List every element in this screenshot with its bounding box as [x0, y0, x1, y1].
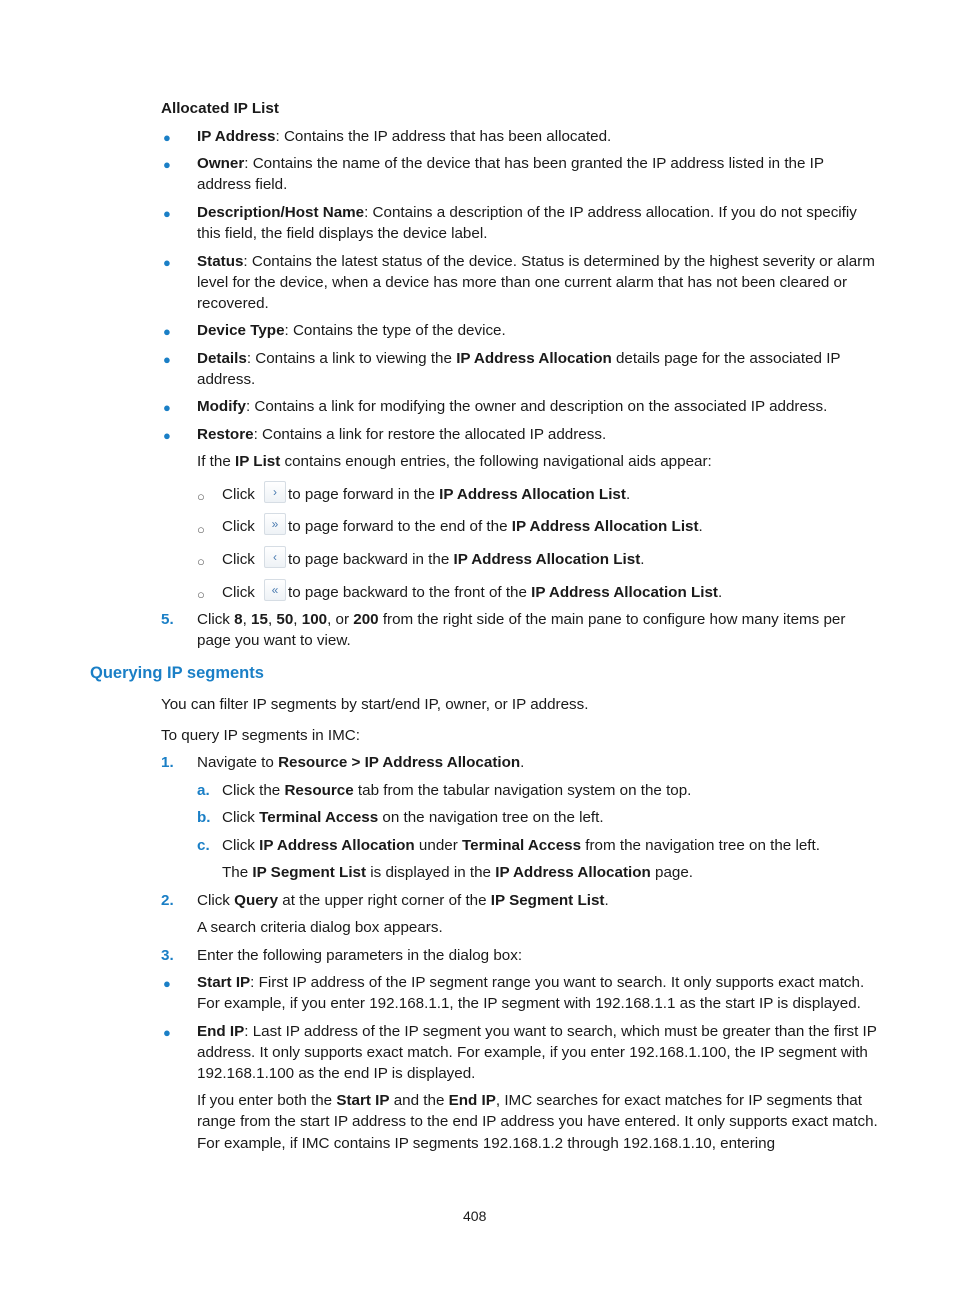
bullet-icon: ● — [163, 1025, 171, 1040]
bullet-icon: ● — [163, 400, 171, 415]
nav-click-label: Click — [222, 486, 255, 503]
substep-letter: b. — [197, 809, 211, 826]
bullet-icon: ● — [163, 352, 171, 367]
circle-bullet-icon: ○ — [197, 522, 205, 537]
nav-click-label: Click — [222, 551, 255, 568]
page-number: 408 — [463, 1208, 487, 1224]
list-item: Modify: Contains a link for modifying the owner and description on the associated IP address. — [197, 398, 828, 415]
step-text-continued: page you want to view. — [197, 632, 351, 649]
list-item: Device Type: Contains the type of the device. — [197, 322, 506, 339]
both-note-continued: range from the start IP address to the end IP address you have entered. It only supports exact match. — [197, 1113, 878, 1130]
step-text: Click 8, 15, 50, 100, or 200 from the right side of the main pane to configure how many items per — [197, 611, 846, 628]
bullet-icon: ● — [163, 255, 171, 270]
list-item-continued: level for the device, when a device has more than one current alarm that has not been cleared or — [197, 274, 848, 291]
step-number: 1. — [161, 754, 174, 771]
nav-description: to page backward to the front of the IP Address Allocation List. — [288, 584, 723, 601]
list-item: IP Address: Contains the IP address that has been allocated. — [197, 128, 612, 145]
circle-bullet-icon: ○ — [197, 554, 205, 569]
page-backward-icon[interactable]: ‹ — [264, 546, 286, 568]
param-item-continued: address. It only supports exact match. For example, if you enter 192.168.1.100, the IP segment with — [197, 1044, 868, 1061]
page-last-icon[interactable]: » — [264, 513, 286, 535]
step-text: Enter the following parameters in the dialog box: — [197, 947, 523, 964]
step-text: Click Query at the upper right corner of the IP Segment List. — [197, 892, 609, 909]
circle-bullet-icon: ○ — [197, 587, 205, 602]
nav-description: to page forward to the end of the IP Address Allocation List. — [288, 518, 703, 535]
step-number: 5. — [161, 611, 174, 628]
param-item-continued: For example, if you enter 192.168.1.1, the IP segment with 192.168.1.1 as the start IP is displayed. — [197, 995, 861, 1012]
allocated-ip-list-heading: Allocated IP List — [161, 100, 279, 117]
step-number: 3. — [161, 947, 174, 964]
step-number: 2. — [161, 892, 174, 909]
bullet-icon: ● — [163, 130, 171, 145]
list-item-continued: recovered. — [197, 295, 269, 312]
list-item: Owner: Contains the name of the device that has been granted the IP address listed in the IP — [197, 155, 825, 172]
list-item-continued: this field, the field displays the device label. — [197, 225, 488, 242]
section-title: Querying IP segments — [90, 664, 264, 682]
both-note: If you enter both the Start IP and the End IP, IMC searches for exact matches for IP segments that — [197, 1092, 862, 1109]
substep-text: Click Terminal Access on the navigation tree on the left. — [222, 809, 604, 826]
substep-text: Click IP Address Allocation under Terminal Access from the navigation tree on the left. — [222, 837, 820, 854]
list-item: Status: Contains the latest status of the device. Status is determined by the highest severity or alarm — [197, 253, 875, 270]
bullet-icon: ● — [163, 428, 171, 443]
param-item: End IP: Last IP address of the IP segment you want to search, which must be greater than the first IP — [197, 1023, 877, 1040]
list-item-continued: address. — [197, 371, 256, 388]
substep-letter: c. — [197, 837, 210, 854]
nav-click-label: Click — [222, 584, 255, 601]
section-intro: You can filter IP segments by start/end IP, owner, or IP address. — [161, 696, 589, 713]
bullet-icon: ● — [163, 324, 171, 339]
bullet-icon: ● — [163, 206, 171, 221]
nav-description: to page backward in the IP Address Allocation List. — [288, 551, 645, 568]
page-forward-icon[interactable]: › — [264, 481, 286, 503]
to-query-label: To query IP segments in IMC: — [161, 727, 360, 744]
list-item: Details: Contains a link to viewing the IP Address Allocation details page for the associated IP — [197, 350, 841, 367]
bullet-icon: ● — [163, 976, 171, 991]
ip-list-note: If the IP List contains enough entries, the following navigational aids appear: — [197, 453, 712, 470]
param-item: Start IP: First IP address of the IP segment range you want to search. It only supports exact match. — [197, 974, 865, 991]
bullet-icon: ● — [163, 157, 171, 172]
both-note-continued: For example, if IMC contains IP segments 192.168.1.2 through 192.168.1.10, entering — [197, 1135, 776, 1152]
param-item-continued: 192.168.1.100 as the end IP is displayed. — [197, 1065, 476, 1082]
search-dialog-note: A search criteria dialog box appears. — [197, 919, 443, 936]
substep-text: Click the Resource tab from the tabular navigation system on the top. — [222, 782, 692, 799]
nav-description: to page forward in the IP Address Allocation List. — [288, 486, 631, 503]
displayed-note: The IP Segment List is displayed in the IP Address Allocation page. — [222, 864, 694, 881]
page-first-icon[interactable]: « — [264, 579, 286, 601]
step-text: Navigate to Resource > IP Address Allocation. — [197, 754, 525, 771]
substep-letter: a. — [197, 782, 210, 799]
list-item-continued: address field. — [197, 176, 288, 193]
list-item: Restore: Contains a link for restore the allocated IP address. — [197, 426, 607, 443]
circle-bullet-icon: ○ — [197, 489, 205, 504]
nav-click-label: Click — [222, 518, 255, 535]
list-item: Description/Host Name: Contains a description of the IP address allocation. If you do not specifiy — [197, 204, 857, 221]
